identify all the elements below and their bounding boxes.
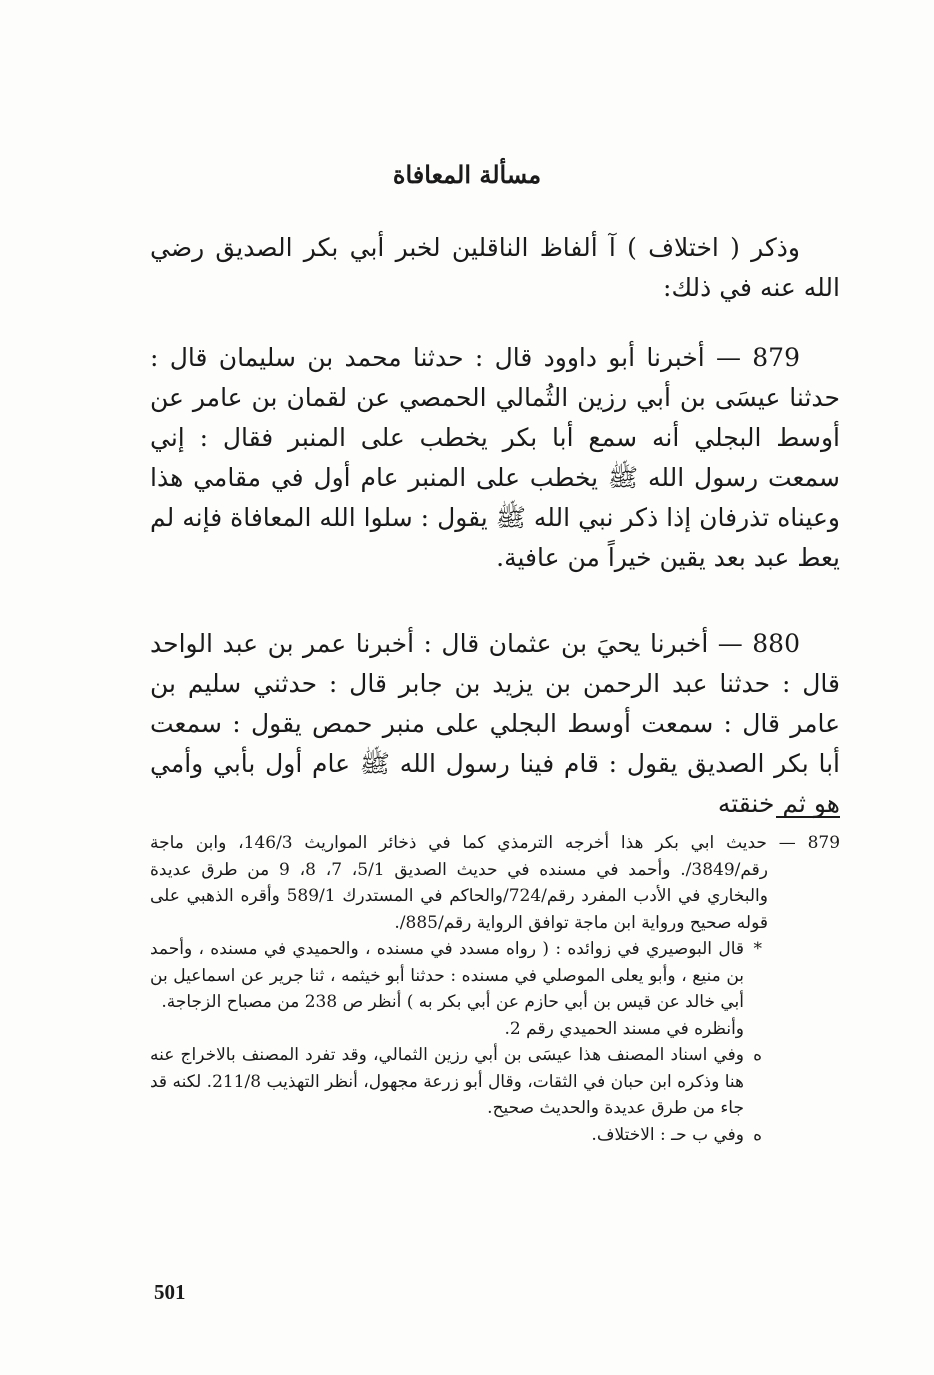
footnote-dash: — xyxy=(778,833,796,853)
intro-paragraph xyxy=(150,228,840,308)
hadith-879-number: 879 xyxy=(752,343,800,372)
footnote-sub-variant xyxy=(150,1122,840,1149)
footnote-sub-humaidi: وأنظره في مسند الحميدي رقم 2. xyxy=(504,1018,744,1039)
circle-marker: ه xyxy=(753,1124,762,1145)
page-number: 501 xyxy=(154,1280,186,1304)
hadith-879-dash: — xyxy=(715,343,741,372)
hadith-879 xyxy=(150,338,840,578)
chapter-title: مسألة المعافاة xyxy=(392,160,542,189)
hadith-880-dash: — xyxy=(717,629,743,658)
footnote-number: 879 xyxy=(807,833,841,853)
footnote-sub-variant-text: وفي ب حـ : الاختلاف. xyxy=(591,1124,744,1145)
hadith-879-text: أخبرنا أبو داوود قال : حدثنا محمد بن سليمان قال : حدثنا عيسَى بن أبي رزين الثُمالي الحمصي عن لقمان بن عامر عن أوسط البجلي أنه سمع أبا بكر يخطب على المنبر فقال : إني سمعت رسول الله ﷺ يخطب على المنبر عام أول في مقامي هذا وعيناه تذرفان إذا ذكر نبي الله ﷺ يقول : سلوا الله المعافاة فإنه لم يعط عبد بعد يقين خيراً من عافية. xyxy=(150,343,840,572)
hadith-880-text: أخبرنا يحيَ بن عثمان قال : أخبرنا عمر بن عبد الواحد قال : حدثنا عبد الرحمن بن يزيد بن جابر قال : حدثني سليم بن عامر قال : سمعت أوسط البجلي على منبر حمص يقول : سمعت أبا بكر الصديق يقول : قام فينا رسول الله ﷺ عام أول بأبي وأمي هو ثم خنقته xyxy=(150,629,840,818)
footnotes xyxy=(150,830,840,1148)
hadith-880-number: 880 xyxy=(752,629,800,658)
hadith-880 xyxy=(150,624,840,824)
footnote-sub-busiri xyxy=(150,936,840,1016)
footnote-sub-busiri-text: قال البوصيري في زوائده : ( رواه مسدد في مسنده ، والحميدي في مسنده ، وأحمد بن منيع ، وأبو يعلى الموصلي في مسنده : حدثنا أبو خيثمه ، ثنا جرير عن اسماعيل بن أبي خالد عن قيس بن أبي حازم عن أبي بكر به ) أنظر ص 238 من مصباح الزجاجة. xyxy=(150,939,744,1012)
footnote-text: حديث ابي بكر هذا أخرجه الترمذي كما في ذخائر المواريث 146/3، وابن ماجة رقم/3849/. وأحمد في مسنده في حديث الصديق 5/1، 7، 8، 9 من طرق عديدة والبخاري في الأدب المفرد رقم/724/والحاكم في المستدرك 589/1 وأقره الذهبي على قوله صحيح ورواية ابن ماجة توافق الرواية رقم/885/. xyxy=(150,833,769,933)
footnote-sub-isnad xyxy=(150,1042,840,1122)
footnote-separator xyxy=(776,816,840,818)
hadith-880-paragraph xyxy=(150,624,840,824)
footnote-879 xyxy=(150,830,840,936)
footnote-sub-isnad-text: وفي اسناد المصنف هذا عيسَى بن أبي رزين الثمالي، وقد تفرد المصنف بالاخراج عنه هنا وذكره ابن حبان في الثقات، وقال أبو زرعة مجهول، أنظر التهذيب 211/8. لكنه قد جاء من طرق عديدة والحديث صحيح. xyxy=(150,1045,744,1118)
intro-text: وذكر ( اختلاف ) آ ألفاظ الناقلين لخبر أبي بكر الصديق رضي الله عنه في ذلك: xyxy=(150,233,840,302)
circle-marker: ه xyxy=(753,1045,762,1065)
hadith-879-paragraph xyxy=(150,338,840,578)
asterisk-marker: * xyxy=(753,939,762,959)
